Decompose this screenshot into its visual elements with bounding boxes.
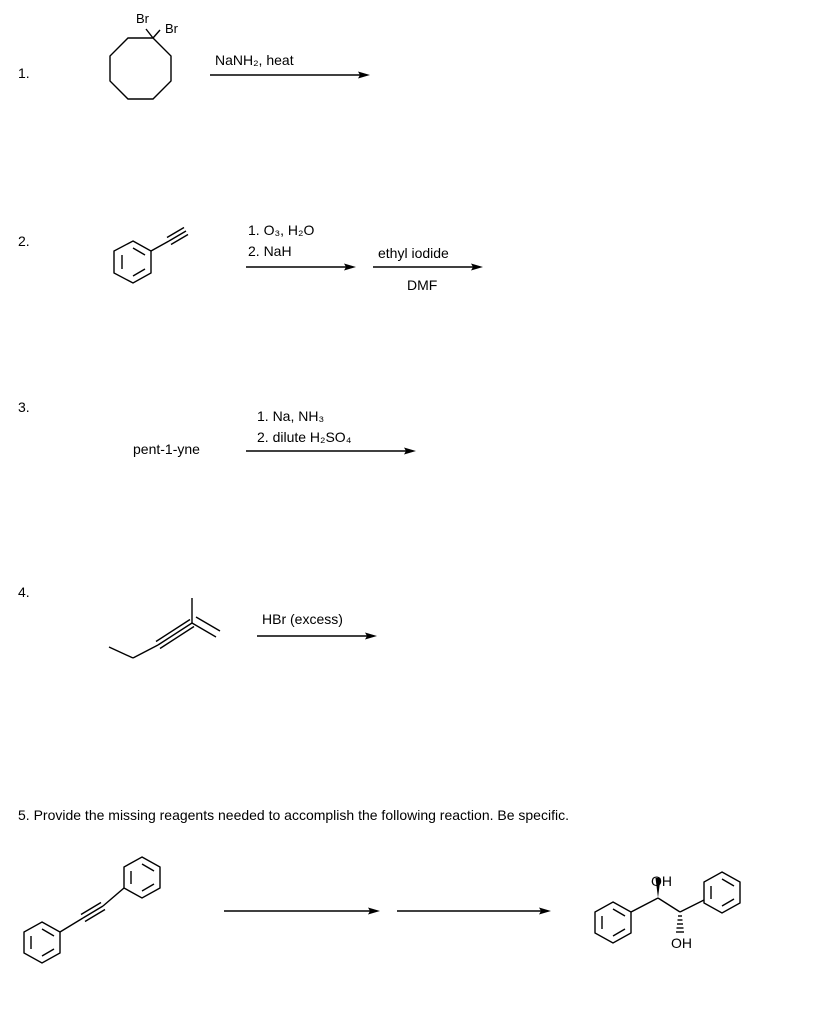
bromine-label-1: Br — [136, 11, 149, 26]
hydroxyl-label-bottom: OH — [671, 935, 692, 951]
problem-4-reagent: HBr (excess) — [262, 611, 343, 627]
problem-3-reagent-line2: 2. dilute H₂SO₄ — [257, 429, 352, 445]
reaction-arrow-2b — [373, 262, 485, 274]
missing-reagent-arrow-2 — [397, 906, 553, 918]
problem-1-number: 1. — [18, 65, 30, 81]
phenylacetylene-structure — [100, 215, 200, 295]
problem-2-step2-above: ethyl iodide — [378, 245, 449, 261]
reaction-arrow-1 — [210, 70, 372, 82]
question-5-prompt: 5. Provide the missing reagents needed to accomplish the following reaction. Be specific. — [18, 807, 569, 823]
problem-2-step1-line2: 2. NaH — [248, 243, 292, 259]
problem-3-number: 3. — [18, 399, 30, 415]
reaction-arrow-3 — [246, 446, 418, 458]
problem-1-reagent: NaNH₂, heat — [215, 52, 294, 68]
problem-2-step2-below: DMF — [407, 277, 438, 293]
reaction-arrow-4 — [257, 631, 379, 643]
starting-material-name: pent-1-yne — [133, 441, 200, 457]
problem-2-step1-line1: 1. O₃, H₂O — [248, 222, 315, 238]
problem-4-number: 4. — [18, 584, 30, 600]
diphenylacetylene-structure — [0, 845, 200, 975]
missing-reagent-arrow-1 — [224, 906, 382, 918]
bromine-label-2: Br — [165, 21, 178, 36]
problem-2-number: 2. — [18, 233, 30, 249]
enyne-structure — [100, 585, 240, 670]
problem-3-reagent-line1: 1. Na, NH₃ — [257, 408, 325, 424]
hydroxyl-label-top: OH — [651, 873, 672, 889]
reaction-arrow-2a — [246, 262, 358, 274]
